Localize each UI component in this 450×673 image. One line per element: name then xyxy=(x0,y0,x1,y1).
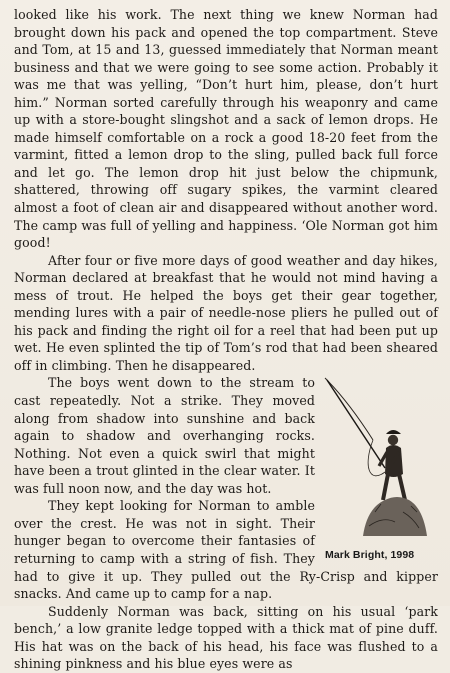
illustration-caption: Mark Bright, 1998 xyxy=(325,548,415,561)
paragraph-5: Suddenly Norman was back, sitting on his usual ‘park bench,’ a low granite ledge topped with a thick mat of pine duff. His hat was on the back of his head, his face was flushed to a shining pinkness and his blue eyes were as xyxy=(14,603,438,672)
paragraph-2: After four or five more days of good weather and day hikes, Norman declared at breakfast that he would not mind having a mess of trout. He helped the boys get their gear together, mending lures with a pair of needle-nose pliers he pulled out of his pack and finding the right oil for a reel that had been put up wet. He even splinted the tip of Tom’s rod that had been sheared off in climbing. Then he disappeared. xyxy=(14,252,438,373)
paragraph-4: They kept looking for Norman to amble over the crest. He was not in sight. Their hunger began to overcome their fantasies of returning to camp with a string of fish. They had to give it up. They pulled out the Ry-Crisp and kipper snacks. And came up to camp for a nap. xyxy=(14,498,438,602)
fisherman-illustration-icon xyxy=(323,376,438,541)
body-text xyxy=(14,6,438,673)
paragraph-1: looked like his work. The next thing we knew Norman had brought down his pack and opened the top compartment. Steve and Tom, at 15 and 13, guessed immediately that Norman meant business and that we were going to see some action. Probably it was me that was yelling, “Don’t hurt him, please, don’t hurt him.” Norman sorted carefully through his weaponry and came up with a store-bought slingshot and a sack of lemon drops. He made himself comfortable on a rock a good 18-20 feet from the varmint, fitted a lemon drop to the sling, pulled back full force and let go. The lemon drop hit just below the chipmunk, shattered, throwing off sugary spikes, the varmint cleared almost a foot of clean air and disappeared without another word. The camp was full of yelling and happiness. ‘Ole Norman got him good! xyxy=(14,7,438,251)
paragraph-3: The boys went down to the stream to cast repeatedly. Not a strike. They moved along from shadow into sunshine and back again to shadow and overhanging rocks. Nothing. Not even a quick swirl that might have been a trout glinted in the clear water. It was full noon now, and the day was hot. xyxy=(14,375,315,496)
illustration-figure xyxy=(323,376,438,564)
